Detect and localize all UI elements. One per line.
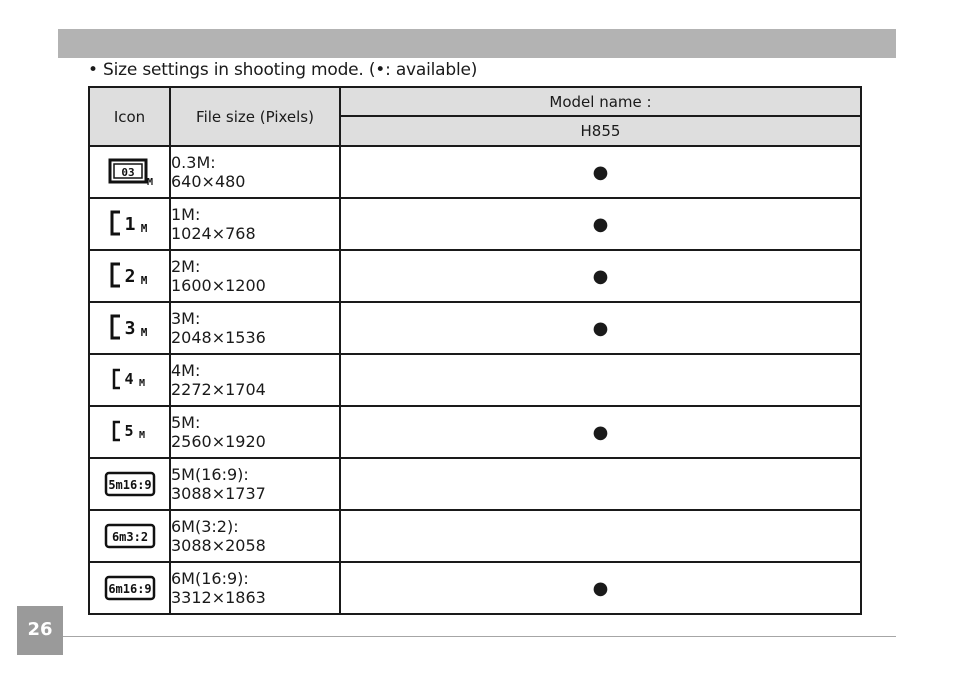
availability-cell	[340, 458, 861, 510]
icon-cell	[89, 146, 170, 198]
size-pixels: 2272×1704	[171, 380, 266, 399]
table-row	[89, 302, 861, 354]
availability-cell: ●	[340, 146, 861, 198]
svg-text:M: M	[146, 177, 153, 188]
4m-size-icon	[90, 364, 169, 396]
header-model: H855	[340, 116, 861, 146]
size-pixels: 2560×1920	[171, 432, 266, 451]
size-label: 4M:	[171, 361, 201, 380]
size-label: 1M:	[171, 205, 201, 224]
svg-text:4: 4	[123, 370, 134, 388]
svg-text:M: M	[138, 378, 145, 389]
availability-cell: ●	[340, 302, 861, 354]
table-row	[89, 198, 861, 250]
table-row	[89, 562, 861, 614]
availability-cell: ●	[340, 250, 861, 302]
icon-cell	[89, 354, 170, 406]
6m-16-9-size-icon	[90, 573, 169, 603]
size-label: 6M(16:9):	[171, 569, 249, 588]
file-size-cell	[170, 562, 340, 614]
file-size-cell	[170, 302, 340, 354]
size-label: 3M:	[171, 309, 201, 328]
availability-cell	[340, 510, 861, 562]
header-file-size: File size (Pixels)	[170, 87, 340, 146]
size-pixels: 1024×768	[171, 224, 256, 243]
svg-text:2: 2	[124, 266, 135, 287]
svg-text:5: 5	[123, 422, 134, 440]
5m-size-icon	[90, 416, 169, 448]
table-row	[89, 406, 861, 458]
icon-cell	[89, 458, 170, 510]
table-row	[89, 250, 861, 302]
size-label: 2M:	[171, 257, 201, 276]
file-size-cell	[170, 146, 340, 198]
svg-text:6m16:9: 6m16:9	[107, 582, 152, 596]
svg-text:3: 3	[124, 318, 135, 339]
file-size-cell	[170, 250, 340, 302]
size-label: 6M(3:2):	[171, 517, 239, 536]
icon-cell	[89, 250, 170, 302]
5m-16-9-size-icon	[90, 469, 169, 499]
6m-3-2-size-icon	[90, 521, 169, 551]
3m-size-icon	[90, 312, 169, 344]
svg-text:M: M	[140, 222, 147, 235]
table-header-row	[89, 87, 861, 116]
size-label: 0.3M:	[171, 153, 216, 172]
header-icon: Icon	[89, 87, 170, 146]
1m-size-icon	[90, 208, 169, 240]
svg-text:M: M	[140, 274, 147, 287]
availability-cell: ●	[340, 198, 861, 250]
table-row	[89, 458, 861, 510]
size-pixels: 3088×2058	[171, 536, 266, 555]
section-intro: • Size settings in shooting mode. (•: available)	[88, 60, 478, 80]
svg-text:03: 03	[120, 166, 135, 179]
svg-text:5m16:9: 5m16:9	[107, 478, 152, 492]
2m-size-icon	[90, 260, 169, 292]
header-model-name: Model name :	[340, 87, 861, 116]
size-label: 5M(16:9):	[171, 465, 249, 484]
image-size-table	[88, 86, 862, 615]
icon-cell	[89, 198, 170, 250]
availability-cell: ●	[340, 562, 861, 614]
size-pixels: 640×480	[171, 172, 246, 191]
size-pixels: 3088×1737	[171, 484, 266, 503]
table-row	[89, 354, 861, 406]
svg-text:M: M	[138, 430, 145, 441]
size-pixels: 1600×1200	[171, 276, 266, 295]
availability-cell: ●	[340, 406, 861, 458]
svg-text:1: 1	[124, 214, 135, 235]
footer-divider	[63, 636, 896, 637]
0.3m-size-icon	[90, 156, 169, 188]
svg-text:M: M	[140, 326, 147, 339]
file-size-cell	[170, 406, 340, 458]
size-pixels: 3312×1863	[171, 588, 266, 607]
svg-text:6m3:2: 6m3:2	[111, 530, 148, 544]
icon-cell	[89, 302, 170, 354]
size-label: 5M:	[171, 413, 201, 432]
file-size-cell	[170, 354, 340, 406]
header-band	[58, 29, 896, 58]
file-size-cell	[170, 198, 340, 250]
file-size-cell	[170, 458, 340, 510]
file-size-cell	[170, 510, 340, 562]
availability-cell	[340, 354, 861, 406]
size-pixels: 2048×1536	[171, 328, 266, 347]
icon-cell	[89, 562, 170, 614]
page-number: 26	[17, 606, 63, 655]
table-row	[89, 146, 861, 198]
icon-cell	[89, 406, 170, 458]
table-row	[89, 510, 861, 562]
icon-cell	[89, 510, 170, 562]
